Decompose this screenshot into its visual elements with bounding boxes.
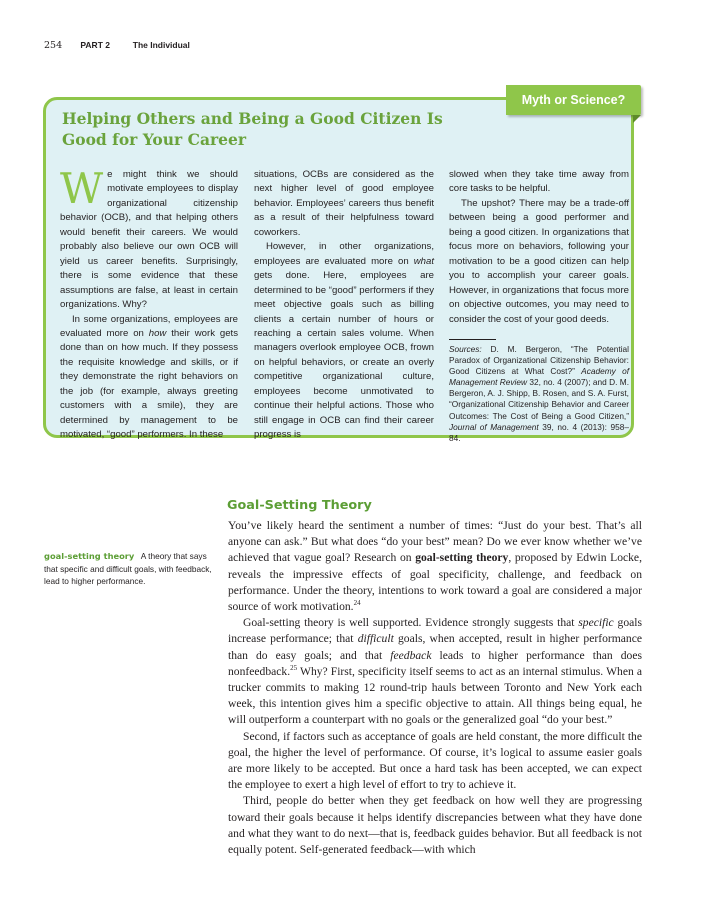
feature-col1-text-2b: their work gets done than on how much. If they possess the requisite knowledge and skills, or if they demonstrate the right behaviors on the job (for example, always greeting customers with a smile), they are determined by management to be motivated, “good” performers. In these [60,327,238,441]
margin-definition [44,550,219,588]
feature-col2-paragraph-1: situations, OCBs are considered as the next higher level of good employee behavior. Employees’ careers thus benefit as a result of their helpfulness toward coworkers. [254,169,434,238]
body-paragraph-1 [228,518,642,615]
feature-tag-fold [633,115,641,123]
section-body [228,518,642,858]
body-p2-text-b: goals increase performance; that [228,616,642,646]
part-title: The Individual [132,40,190,50]
sources-label: Sources: [449,343,482,354]
sources-journal-1: Academy of Management Review [449,366,630,388]
body-p2-emphasis-2: difficult [357,632,394,646]
sources-text-a: D. M. Bergeron, “The Potential Paradox of Organizational Citizenship Behavior: Good Citizens at What Cost?” [449,343,629,377]
body-paragraph-2 [228,615,642,728]
feature-col2-emphasis: what [413,255,434,267]
feature-title: Helping Others and Being a Good Citizen Is Good for Your Career [62,109,443,149]
feature-tag: Myth or Science? [506,85,641,115]
footnote-ref-25: 25 [290,663,298,672]
drop-cap: W [60,164,104,213]
body-paragraph-4: Third, people do better when they get feedback on how well they are progressing toward their goals because it helps identify discrepancies between what they have done and what they want to do next—that is, feedback guides behavior. But all feedback is not equally potent. Self-generated feedback—with which [228,794,642,857]
page-number: 254 [44,40,63,51]
part-label: PART 2 [80,40,110,50]
running-header [44,40,190,51]
body-key-term: goal-setting theory [415,551,509,565]
sources-journal-2: Journal of Management [449,421,539,432]
feature-col2-paragraph-2 [254,240,434,442]
feature-col1-text-2a: In some organizations, employees are evaluated more on [60,313,238,339]
body-p2-emphasis-3: feedback [390,648,432,662]
feature-col2-text-2b: gets done. Here, employees are determined to be “good” performers if they meet objective goals such as billing clients a certain number of hours or reaching a certain sales volume. When managers overlook employee OCB, frown on helpful behaviors, or create an overly competitive organizational culture, employees become unmotivated to continue their helpful actions. Those who still engage in OCB can find their career progress is [254,270,434,441]
body-p1-text-b: , proposed by Edwin Locke, reveals the impressive effects of goal specificity, challenge, and feedback on performance. Under the theory, intentions to work toward a goal are considered a major source of work motivation. [228,551,642,614]
margin-definition-text: A theory that says that specific and difficult goals, with feedback, lead to higher performance. [44,551,212,586]
sources-text-b: 32, no. 4 (2007); and D. M. Bergeron, A. J. Shipp, B. Rosen, and S. A. Furst, “Organizational Citizenship Behavior and Career Outcomes: The Cost of Being a Good Citizen,” [449,377,629,421]
body-p2-text-c: goals, when accepted, result in higher performance than do easy goals; and that [228,632,642,662]
body-p2-text-d: leads to higher performance than does nonfeedback. [228,648,642,678]
body-paragraph-3: Second, if factors such as acceptance of goals are held constant, the more difficult the goal, the higher the level of performance. Of course, it’s logical to assume easier goals are more likely to be accepted. But once a hard task has been accepted, we can expect the employee to exert a high level of effort to try to achieve it. [228,729,642,792]
sources-text-c: 39, no. 4 (2013): 958–84. [449,421,629,443]
body-p1-text-a: You’ve likely heard the sentiment a number of times: “Just do your best. That’s all anyone can ask.” But what does “do your best” mean? Do we ever know whether we’ve achieved that vague goal? Research on [228,519,642,565]
feature-col1-paragraph-1 [60,164,238,313]
sources-note [449,344,629,444]
feature-col2-text-2a: However, in other organizations, employees are evaluated more on [254,241,434,267]
feature-col1-emphasis: how [148,327,167,339]
body-p2-emphasis-1: specific [578,616,614,630]
feature-column-1 [60,164,238,443]
section-heading: Goal-Setting Theory [227,498,372,513]
body-p2-text-a: Goal-setting theory is well supported. Evidence strongly suggests that [243,616,579,630]
feature-col1-text-1: e might think we should motivate employees to display organizational citizenship behavior (OCB), and that helping others would benefit their careers. We would probably also believe our own OCB will yield us career benefits. Surprisingly, there is some evidence that these assumptions are false, at least in certain organizations. Why? [60,169,238,311]
margin-term: goal-setting theory [44,551,135,561]
feature-column-2 [254,168,434,443]
feature-col1-paragraph-2 [60,313,238,443]
feature-col3-paragraph-2: The upshot? There may be a trade-off between being a good performer and being a good citizen. In organizations that focus more on behaviors, following your motivation to be a good citizen can help you to accomplish your career goals. However, in organizations that focus more on objective outcomes, you may need to consider the cost of your good deeds. [449,197,629,325]
body-p2-text-e: Why? First, specificity itself seems to act as an internal stimulus. When a trucker commits to making 12 round-trip hauls between Toronto and New York each week, this intention gives him a specific objective to attain. All things being equal, he will outperform a counterpart with no goals or the generalized goal “do your best.” [228,664,642,727]
footnote-ref-24: 24 [353,599,361,608]
sources-divider [449,339,496,340]
feature-col3-paragraph-1: slowed when they take time away from core tasks to be helpful. [449,169,629,195]
feature-column-3 [449,168,629,444]
